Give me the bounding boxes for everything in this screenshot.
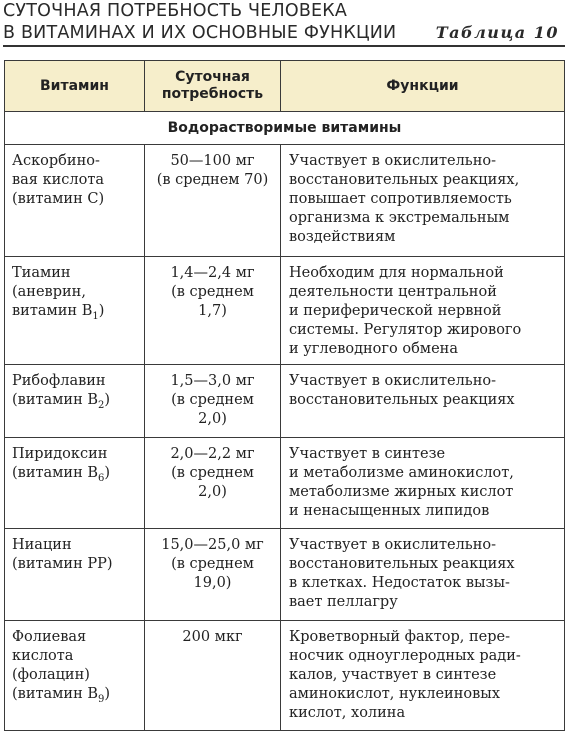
requirement-cell: 50—100 мг (в среднем 70) [145,145,281,257]
header-row [5,61,565,112]
functions-cell: Участвует в окислительно- восстановительных реакциях [281,365,565,438]
vitamin-cell: Фолиевая кислота (фолацин) (витамин $В_9$) [5,621,145,731]
table-row [5,438,565,529]
header-vitamin: Витамин [5,61,145,112]
functions-cell: Участвует в синтезе и метаболизме аминокислот, метаболизме жирных кислот и ненасыщенных липидов [281,438,565,529]
requirement-cell: 2,0—2,2 мг (в среднем 2,0) [145,438,281,529]
header-requirement: Суточная потребность [145,61,281,112]
functions-cell: Необходим для нормальной деятельности центральной и периферической нервной системы. Регулятор жирового и углеводного обмена [281,257,565,365]
document-title [3,0,565,44]
vitamin-cell: Тиамин (аневрин, витамин $В_1$) [5,257,145,365]
requirement-cell: 1,4—2,4 мг (в среднем 1,7) [145,257,281,365]
section-row [5,112,565,145]
table-row [5,145,565,257]
table-row [5,257,565,365]
table-number-label: Таблица 10 [435,23,559,42]
vitamin-cell: Рибофлавин (витамин $В_2$) [5,365,145,438]
functions-cell: Участвует в окислительно- восстановительных реакциях в клетках. Недостаток вызы- вает пеллагру [281,529,565,621]
functions-cell: Участвует в окислительно- восстановительных реакциях, повышает сопротивляемость организма к экстремальным воздействиям [281,145,565,257]
functions-cell: Кроветворный фактор, пере- носчик одноуглеродных ради- калов, участвует в синтезе аминокислот, нуклеиновых кислот, холина [281,621,565,731]
header-functions: Функции [281,61,565,112]
vitamin-cell: Аскорбино- вая кислота (витамин С) [5,145,145,257]
table-row [5,621,565,731]
title-line-1: СУТОЧНАЯ ПОТРЕБНОСТЬ ЧЕЛОВЕКА [3,1,348,21]
vitamin-cell: Пиридоксин (витамин $В_6$) [5,438,145,529]
title-line-2: В ВИТАМИНАХ И ИХ ОСНОВНЫЕ ФУНКЦИИ [3,23,397,43]
vitamins-table-wrap [4,60,564,731]
table-row [5,365,565,438]
vitamins-table [4,60,565,731]
table-row [5,529,565,621]
requirement-cell: 15,0—25,0 мг (в среднем 19,0) [145,529,281,621]
vitamin-cell: Ниацин (витамин РР) [5,529,145,621]
title-line-2-wrap [3,22,565,44]
requirement-cell: 1,5—3,0 мг (в среднем 2,0) [145,365,281,438]
requirement-cell: 200 мкг [145,621,281,731]
title-underline [3,45,565,47]
section-title: Водорастворимые витамины [5,112,565,145]
